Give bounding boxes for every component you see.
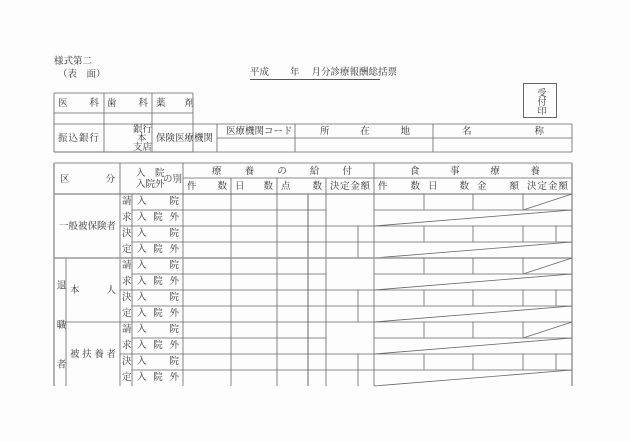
row-type-inpatient: 入 院 xyxy=(137,292,179,303)
inout-header-suffix: の別 xyxy=(163,174,183,185)
inout-header-inpatient: 入 院 xyxy=(136,168,165,179)
claim-decision-char: 請 xyxy=(122,260,132,271)
label-pharmacy: 薬 剤 xyxy=(156,98,195,109)
group-retired-self: 本 人 xyxy=(70,285,116,296)
institution-label: 保険医療機関 xyxy=(156,133,214,144)
meal-col-header: 決定金額 xyxy=(527,181,568,192)
grid-line xyxy=(374,242,572,258)
row-type-outpatient: 入 院 外 xyxy=(137,212,179,223)
grid-line xyxy=(374,370,572,386)
claim-decision-char: 請 xyxy=(122,324,132,335)
row-type-outpatient: 入 院 外 xyxy=(137,308,179,319)
grid-line xyxy=(523,322,572,338)
inout-header-outpatient: 入院外 xyxy=(136,179,165,190)
row-type-inpatient: 入 院 xyxy=(137,260,179,271)
title-era: 平成 xyxy=(250,67,270,78)
bank-branch: 支店 xyxy=(133,142,153,153)
grid-line xyxy=(374,274,572,290)
row-type-inpatient: 入 院 xyxy=(137,324,179,335)
care-benefit-header: 療 養 の 給 付 xyxy=(212,166,352,177)
care-col-header: 決定金額 xyxy=(330,181,370,192)
bank-suffix: 銀行 xyxy=(133,124,153,135)
claim-decision-char: 定 xyxy=(122,372,132,383)
bank-head-office: 本 xyxy=(137,133,147,144)
name-label: 名 称 xyxy=(462,126,544,137)
care-col-header: 件数 xyxy=(187,181,227,192)
title-rest: 月分診療報酬総括票 xyxy=(311,67,398,78)
row-type-inpatient: 入 院 xyxy=(137,356,179,367)
grid-line xyxy=(374,306,572,322)
row-type-inpatient: 入 院 xyxy=(137,228,179,239)
care-col-header: 点数 xyxy=(281,181,322,192)
grid-line xyxy=(374,338,572,354)
care-col-header: 日数 xyxy=(235,181,273,192)
label-medical: 医 科 xyxy=(58,98,99,109)
row-type-outpatient: 入 院 外 xyxy=(137,372,179,383)
row-type-outpatient: 入 院 外 xyxy=(137,244,179,255)
reception-stamp-label: 受付印 xyxy=(535,88,546,115)
meal-col-header: 件数 xyxy=(378,181,420,192)
grid-line xyxy=(523,258,572,274)
claim-decision-char: 決 xyxy=(122,292,132,303)
claim-decision-char: 求 xyxy=(122,340,132,351)
label-dental: 歯 科 xyxy=(107,98,148,109)
grid-line xyxy=(374,210,572,226)
meal-col-header: 金額 xyxy=(477,181,519,192)
claim-decision-char: 決 xyxy=(122,356,132,367)
bank-label: 振込銀行 xyxy=(58,133,99,144)
meal-care-header: 食 事 療 養 xyxy=(410,166,540,177)
claim-decision-char: 請 xyxy=(122,196,132,207)
category-header: 区 分 xyxy=(60,174,115,185)
meal-col-header: 日数 xyxy=(428,181,469,192)
address-label: 所 在 地 xyxy=(320,126,410,137)
side-label: （表 面） xyxy=(58,69,106,80)
row-type-outpatient: 入 院 外 xyxy=(137,340,179,351)
claim-decision-char: 求 xyxy=(122,212,132,223)
claim-decision-char: 定 xyxy=(122,308,132,319)
group-general-insured: 一般被保険者 xyxy=(59,221,117,232)
form-number: 様式第二 xyxy=(54,56,93,67)
claim-decision-char: 決 xyxy=(122,228,132,239)
row-type-inpatient: 入 院 xyxy=(137,196,179,207)
title-year: 年 xyxy=(290,67,300,78)
grid-line xyxy=(523,194,572,210)
institution-code-label: 医療機関コード xyxy=(226,126,293,137)
row-type-outpatient: 入 院 外 xyxy=(137,276,179,287)
claim-decision-char: 定 xyxy=(122,244,132,255)
claim-decision-char: 求 xyxy=(122,276,132,287)
group-retired-dependent: 被扶養者 xyxy=(70,349,116,360)
group-retired: 退職者 xyxy=(54,280,66,399)
